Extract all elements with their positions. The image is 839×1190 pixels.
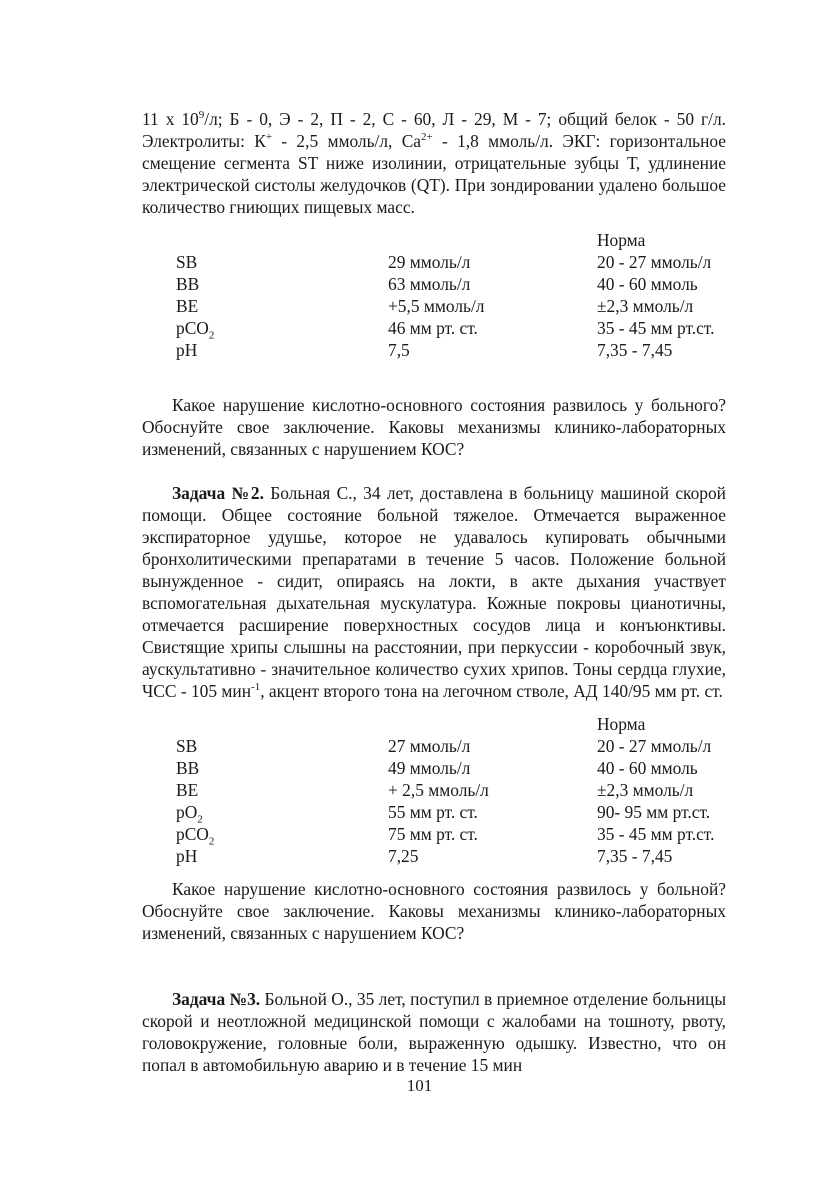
table-row: BE + 2,5 ммоль/л ±2,3 ммоль/л [176, 780, 694, 800]
table-row: pH 7,5 7,35 - 7,45 [176, 340, 673, 360]
lab-table-2 [142, 713, 726, 867]
task-3-paragraph: Задача №3. Больной О., 35 лет, поступил в приемное отделение больницы скорой и неотложной медицинской помощи с жалобами на тошноту, рвоту, головокружение, головные боли, выраженную одышку. Известно, что он попал в автомобильную аварию и в течение 15 мин [142, 989, 726, 1075]
lab-table-1 [142, 229, 726, 361]
table-row: SB 27 ммоль/л 20 - 27 ммоль/л [176, 736, 712, 756]
table-row: SB 29 ммоль/л 20 - 27 ммоль/л [176, 252, 712, 272]
table-row: BB 63 ммоль/л 40 - 60 ммоль [176, 274, 698, 294]
table-row: pCO$_2$ 75 мм рт. ст. 35 - 45 мм рт.ст. [176, 824, 715, 848]
norm-header: Норма [597, 714, 646, 734]
table-row: pH 7,25 7,35 - 7,45 [176, 846, 673, 866]
page-content [142, 108, 726, 1076]
table-row: BB 49 ммоль/л 40 - 60 ммоль [176, 758, 698, 778]
question-1: Какое нарушение кислотно-основного состояния развилось у больного? Обоснуйте свое заключение. Каковы механизмы клинико-лабораторных изменений, связанных с нарушением КОС? [142, 395, 726, 459]
norm-header: Норма [597, 230, 646, 250]
task-2-paragraph: Задача №2. Больная С., 34 лет, доставлена в больницу машиной скорой помощи. Общее состояние больной тяжелое. Отмечается выраженное экспираторное удушье, которое не удавалось купировать обычными бронхолитическими препаратами в течение 5 часов. Положение больной вынужденное - сидит, опираясь на локти, в акте дыхания участвует вспомогательная дыхательная мускулатура. Кожные покровы цианотичны, отмечается расширение поверхностных сосудов лица и конъюнктивы. Свистящие хрипы слышны на расстоянии, при перкуссии - коробочный звук, аускультативно - значительное количество сухих хрипов. Тоны сердца глухие, ЧСС - 105 мин$^{-1}$, акцент второго тона на легочном стволе, АД 140/95 мм рт. ст. [142, 483, 726, 701]
table-row: pCO$_2$ 46 мм рт. ст. 35 - 45 мм рт.ст. [176, 318, 715, 342]
page-number: 101 [406, 1076, 433, 1095]
table-row: BE +5,5 ммоль/л ±2,3 ммоль/л [176, 296, 694, 316]
intro-paragraph: 11 х $10^9/л$; Б - 0, Э - 2, П - 2, С - 60, Л - 29, М - 7; общий белок - 50 г/л. Электролиты: К+ - 2,5 ммоль/л, $Са^{2+} - 1,8$ ммоль/л. ЭКГ: горизонтальное смещение сегмента ST ниже изолинии, отрицательные зубцы Т, удлинение электрической систолы желудочков (QT). При зондировании удалено большое количество гниющих пищевых масс. [142, 109, 727, 217]
question-2: Какое нарушение кислотно-основного состояния развилось у больной? Обоснуйте свое заключение. Каковы механизмы клинико-лабораторных изменений, связанных с нарушением КОС? [142, 879, 726, 943]
table-row: $pO_2$ 55 мм рт. ст. 90- 95 мм рт.ст. [176, 802, 711, 826]
task-2-heading: Задача №2. [172, 483, 264, 503]
task-3-heading: Задача №3. [172, 989, 261, 1009]
